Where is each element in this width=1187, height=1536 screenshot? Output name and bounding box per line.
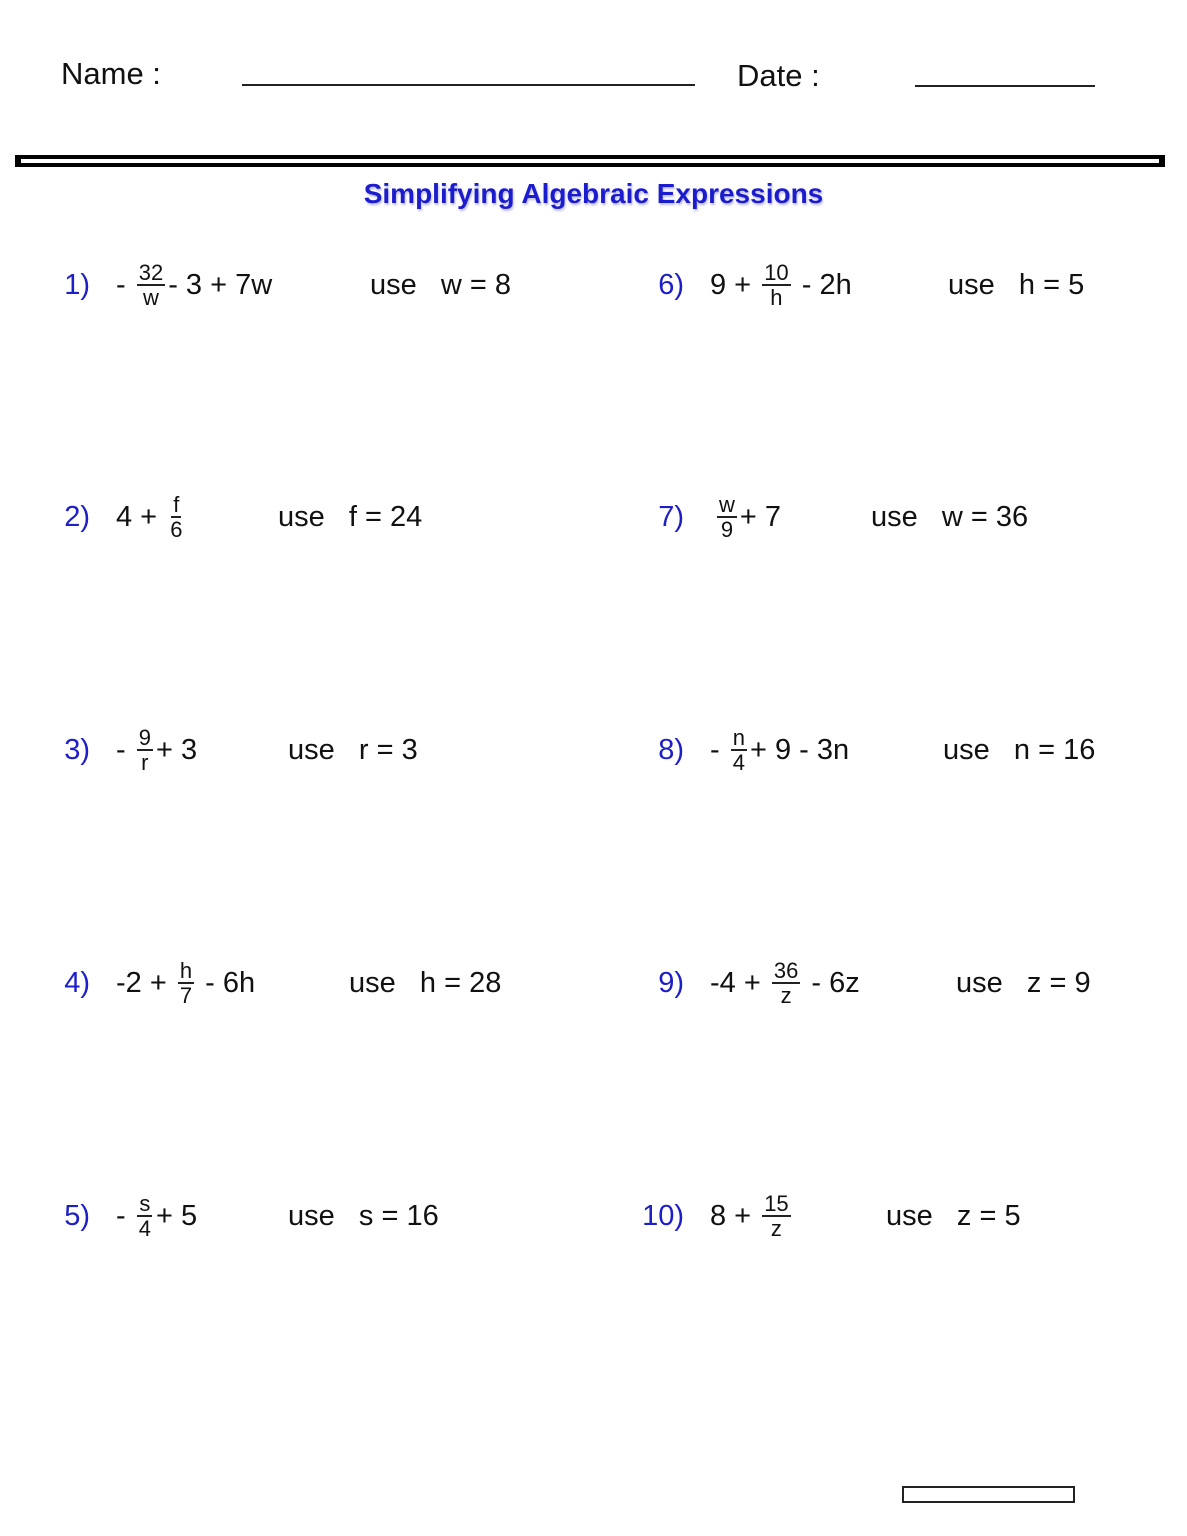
header-divider (15, 155, 1165, 167)
problem-number: 9) (658, 967, 684, 999)
numerator: w (719, 492, 735, 517)
name-field-line[interactable] (242, 84, 695, 86)
problem-number: 5) (64, 1200, 90, 1232)
expression-post: - 2h (793, 268, 852, 301)
expression-post: + 3 (155, 733, 198, 766)
expression (714, 482, 781, 552)
substitution: use s = 16 (288, 1200, 439, 1232)
expression (116, 948, 255, 1018)
problem-6 (600, 250, 1187, 320)
substitution: use f = 24 (278, 501, 423, 533)
denominator: 6 (170, 517, 183, 542)
substitution: use h = 5 (948, 269, 1085, 301)
substitution: use h = 28 (349, 967, 502, 999)
score-box[interactable] (902, 1486, 1075, 1503)
denominator: z (780, 983, 792, 1008)
expression-pre: - (116, 733, 134, 766)
expression (710, 250, 852, 320)
expression-pre: 4 + (116, 500, 166, 533)
denominator: h (770, 285, 783, 310)
numerator: 32 (138, 260, 164, 285)
expression (710, 948, 860, 1018)
denominator: 4 (732, 750, 745, 775)
problem-number: 10) (642, 1200, 684, 1232)
numerator: 15 (764, 1191, 789, 1216)
numerator: 9 (138, 725, 151, 750)
problem-1 (0, 250, 600, 320)
expression-post: + 9 - 3n (749, 733, 850, 766)
expression-pre: - (116, 1199, 134, 1232)
problem-number: 1) (64, 269, 90, 301)
substitution: use r = 3 (288, 734, 418, 766)
problem-8 (600, 715, 1187, 785)
date-label: Date : (737, 58, 820, 93)
problem-number: 2) (64, 501, 90, 533)
expression (710, 1181, 794, 1251)
expression-pre: - (710, 733, 728, 766)
substitution: use n = 16 (943, 734, 1096, 766)
problem-7 (600, 482, 1187, 552)
fraction (168, 493, 184, 541)
expression (116, 715, 197, 785)
expression (116, 482, 187, 552)
problem-5 (0, 1181, 600, 1251)
problem-3 (0, 715, 600, 785)
expression (116, 1181, 197, 1251)
expression-post: - 3 + 7w (168, 268, 273, 301)
expression-pre: 8 + (710, 1199, 760, 1232)
expression-post: + 7 (739, 500, 782, 533)
denominator: z (770, 1216, 782, 1241)
expression (116, 250, 272, 320)
problem-number: 8) (658, 734, 684, 766)
header-divider-inner (21, 159, 1159, 163)
expression-pre: -2 + (116, 966, 175, 999)
substitution: use w = 8 (370, 269, 512, 301)
denominator: 4 (138, 1216, 151, 1241)
substitution: use w = 36 (871, 501, 1029, 533)
numerator: n (732, 725, 745, 750)
problem-2 (0, 482, 600, 552)
fraction (137, 726, 153, 774)
fraction (731, 726, 747, 774)
expression-post: - 6z (803, 966, 860, 999)
numerator: s (139, 1191, 151, 1216)
expression (710, 715, 849, 785)
problem-10 (600, 1181, 1187, 1251)
name-label: Name : (61, 56, 161, 91)
problem-4 (0, 948, 600, 1018)
fraction (762, 261, 790, 309)
fraction (178, 959, 194, 1007)
denominator: r (141, 750, 149, 775)
problem-number: 4) (64, 967, 90, 999)
numerator: 36 (773, 958, 799, 983)
denominator: w (143, 285, 159, 310)
date-field-line[interactable] (915, 85, 1095, 87)
problem-number: 3) (64, 734, 90, 766)
fraction (137, 261, 165, 309)
substitution: use z = 9 (956, 967, 1091, 999)
numerator: f (173, 492, 180, 517)
numerator: h (179, 958, 193, 983)
numerator: 10 (764, 260, 789, 285)
problem-9 (600, 948, 1187, 1018)
substitution: use z = 5 (886, 1200, 1021, 1232)
fraction (717, 493, 737, 541)
problem-number: 6) (658, 269, 684, 301)
problem-number: 7) (658, 501, 684, 533)
worksheet-title: Simplifying Algebraic Expressions (363, 178, 824, 209)
expression-post: + 5 (155, 1199, 198, 1232)
expression-pre: -4 + (710, 966, 769, 999)
fraction (762, 1192, 790, 1240)
fraction (772, 959, 800, 1007)
expression-pre: - (116, 268, 134, 301)
denominator: 7 (179, 983, 193, 1008)
expression-pre: 9 + (710, 268, 760, 301)
expression-post: - 6h (197, 966, 256, 999)
denominator: 9 (720, 517, 734, 542)
fraction (137, 1192, 153, 1240)
